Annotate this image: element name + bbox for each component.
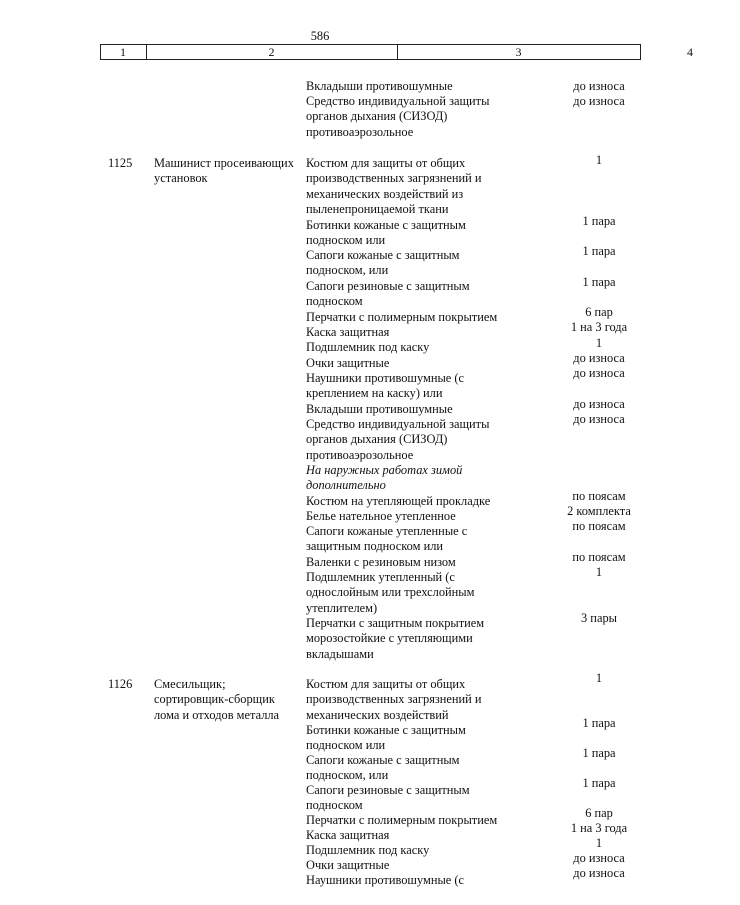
item-name: Средство индивидуальной защиты органов дыхания (СИЗОД) противоаэрозольное <box>306 417 490 462</box>
item-name: Валенки с резиновым низом <box>306 555 456 569</box>
item-name: Перчатки с полимерным покрытием <box>306 813 498 827</box>
item-name: Перчатки с защитным покрытием морозостойкие с утепляющими вкладышами <box>306 616 485 661</box>
item-name: Сапоги резиновые с защитным подноском <box>306 279 470 309</box>
item-name: Наушники противошумные (с креплением на каску) или <box>306 371 465 401</box>
item-name: Ботинки кожаные с защитным подноском или <box>306 218 466 248</box>
item-name: Каска защитная <box>306 828 390 842</box>
item-name: Костюм для защиты от общих производственных загрязнений и механических воздействий из пыленепроницаемой ткани <box>306 156 482 217</box>
item-norm: 1 <box>595 671 603 685</box>
section-number: 1126 <box>108 677 133 691</box>
item-name: Очки защитные <box>306 356 390 370</box>
item-norm: до износа <box>573 866 625 880</box>
item-norm: 1 пара <box>582 776 616 790</box>
item-subheading: На наружных работах зимой дополнительно <box>306 463 463 493</box>
item-name: Подшлемник под каску <box>306 340 430 354</box>
header-col-1: 1 <box>120 45 126 59</box>
header-col-3: 3 <box>515 45 522 59</box>
item-name: Сапоги кожаные утепленные с защитным подноском или <box>306 524 468 554</box>
item-name: Сапоги резиновые с защитным подноском <box>306 783 470 813</box>
item-name: Ботинки кожаные с защитным подноском или <box>306 723 466 753</box>
table-header <box>100 44 693 60</box>
item-name: Сапоги кожаные с защитным подноском, или <box>306 753 460 783</box>
profession-name: Машинист просеивающих установок <box>154 156 294 186</box>
item-norm: по поясам <box>572 519 626 533</box>
item-name: Вкладыши противошумные <box>306 402 453 416</box>
item-norm: до износа <box>573 397 625 411</box>
item-norm: 1 пара <box>582 275 616 289</box>
item-name: Костюм на утепляющей прокладке <box>306 494 491 508</box>
item-norm: до износа <box>573 851 625 865</box>
header-col-4: 4 <box>687 45 693 59</box>
item-norm: по поясам <box>572 550 626 564</box>
item-name: Костюм для защиты от общих производственных загрязнений и механических воздействий <box>306 677 482 722</box>
item-norm: 3 пары <box>581 611 617 625</box>
item-norm: 1 <box>595 153 603 167</box>
item-norm: до износа <box>573 412 625 426</box>
section-number: 1125 <box>108 156 133 170</box>
item-norm: 6 пар <box>585 305 613 319</box>
item-norm: 1 пара <box>582 716 616 730</box>
item-norm: 1 на 3 года <box>570 320 628 334</box>
item-norm: 1 на 3 года <box>570 821 628 835</box>
item-norm: до износа <box>573 366 625 380</box>
item-norm: 6 пар <box>585 806 613 820</box>
item-name: Подшлемник под каску <box>306 843 430 857</box>
profession-name: Смесильщик; сортировщик-сборщик лома и отходов металла <box>154 677 280 722</box>
item-norm: 1 <box>595 565 603 579</box>
item-norm: 1 пара <box>582 244 616 258</box>
item-norm: по поясам <box>572 489 626 503</box>
item-name: Сапоги кожаные с защитным подноском, или <box>306 248 460 278</box>
page-number: 586 <box>310 29 330 43</box>
item-norm: до износа <box>573 94 625 108</box>
item-norm: 1 пара <box>582 214 616 228</box>
item-norm: до износа <box>573 79 625 93</box>
item-name: Перчатки с полимерным покрытием <box>306 310 498 324</box>
header-col-2: 2 <box>268 45 275 59</box>
item-norm: 2 комплекта <box>567 504 631 518</box>
item-name: Средство индивидуальной защиты органов дыхания (СИЗОД) противоаэрозольное <box>306 94 490 139</box>
item-name: Каска защитная <box>306 325 390 339</box>
item-norm: 1 пара <box>582 746 616 760</box>
item-name: Подшлемник утепленный (с однослойным или трехслойным утеплителем) <box>306 570 475 615</box>
item-name: Наушники противошумные (с <box>306 873 465 887</box>
item-norm: 1 <box>595 836 603 850</box>
item-name: Вкладыши противошумные <box>306 79 453 93</box>
item-norm: до износа <box>573 351 625 365</box>
item-name: Белье нательное утепленное <box>306 509 456 523</box>
item-name: Очки защитные <box>306 858 390 872</box>
item-norm: 1 <box>595 336 603 350</box>
